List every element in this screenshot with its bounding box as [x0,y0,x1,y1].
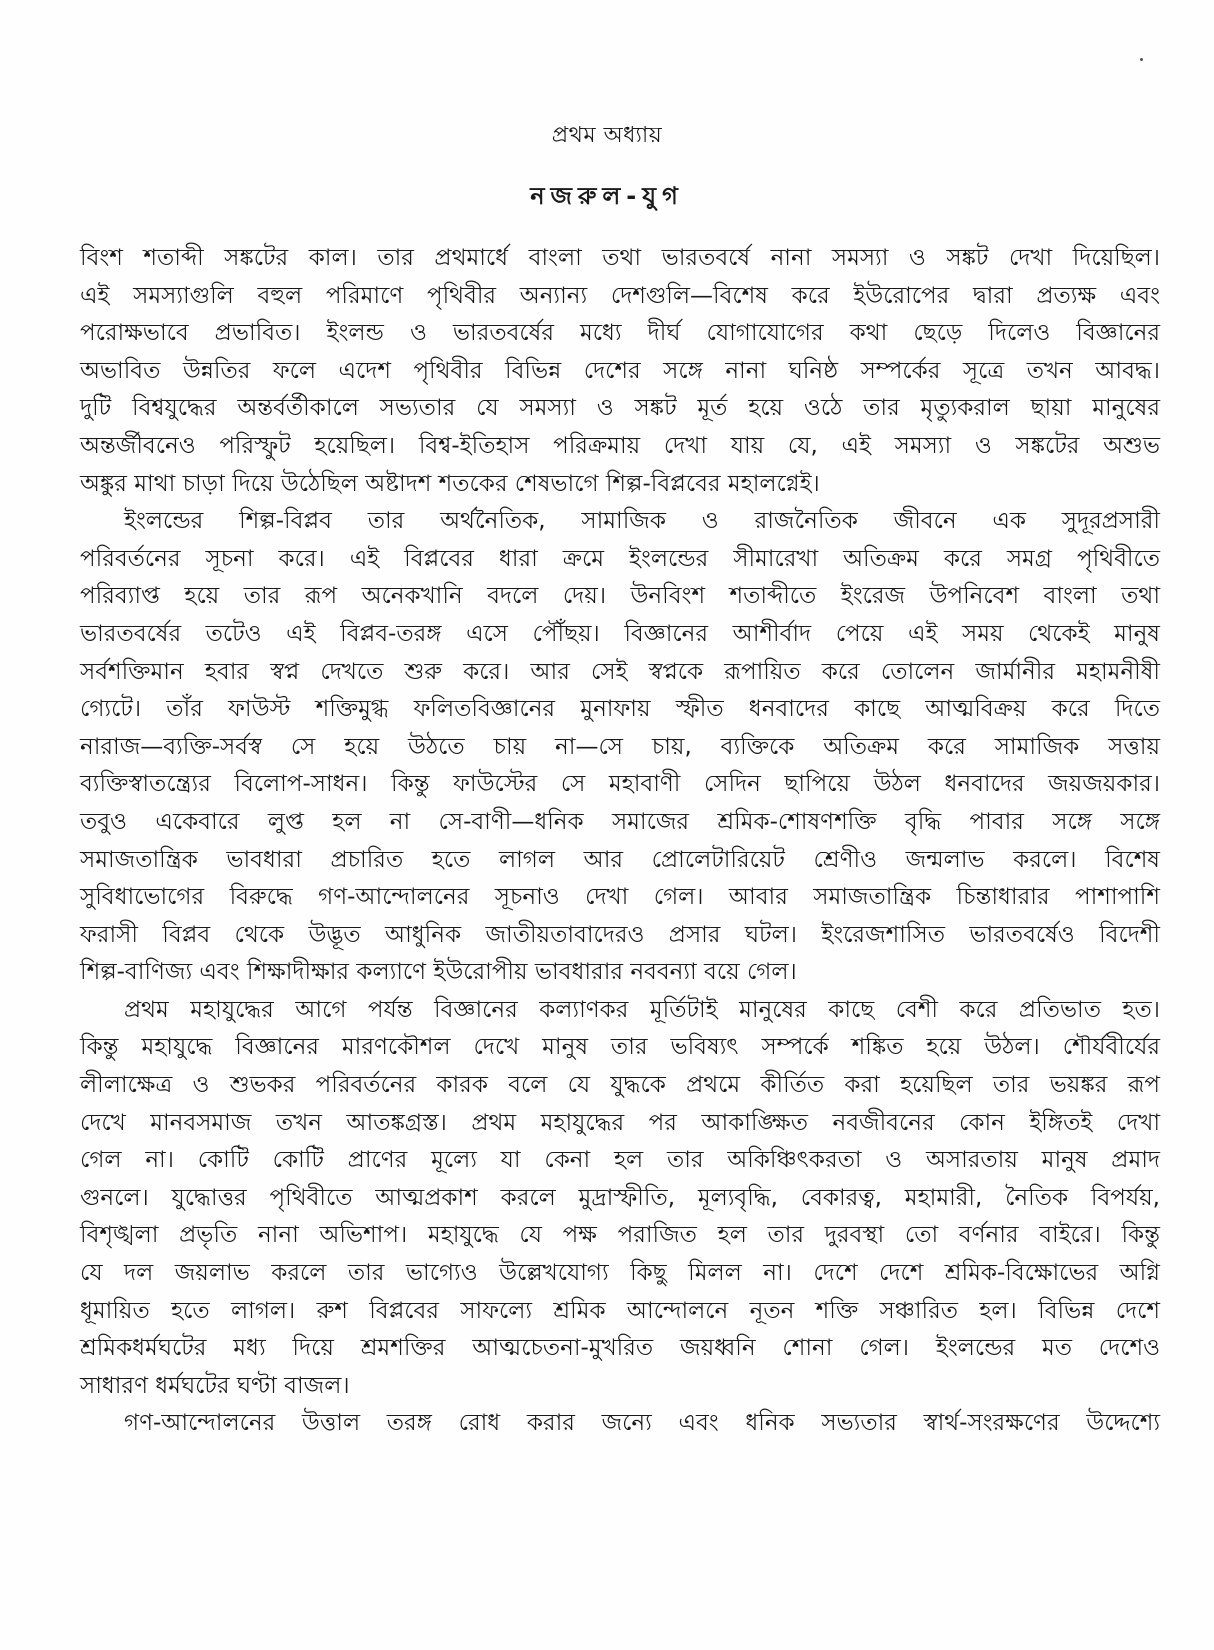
paragraph-1 [80,240,1160,503]
text-line: শ্রমিকধর্মঘটের মধ্য দিয়ে শ্রমশক্তির আত্মচেতনা-মুখরিত জয়ধ্বনি শোনা গেল। ইংলন্ডের মত দেশেও [80,1335,1160,1362]
text-line: ব্যক্তিস্বাতন্ত্র্যের বিলোপ-সাধন। কিন্তু ফাউস্টের সে মহাবাণী সেদিন ছাপিয়ে উঠল ধনবাদের জয়জয়কার। [80,771,1160,798]
text-line: গ্যেটে। তাঁর ফাউস্ট শক্তিমুগ্ধ ফলিতবিজ্ঞানের মুনাফায় স্ফীত ধনবাদের কাছে আত্মবিক্রয় করে দিতে [80,696,1160,723]
text-line: গুনলে। যুদ্ধোত্তর পৃথিবীতে আত্মপ্রকাশ করলে মুদ্রাস্ফীতি, মূল্যবৃদ্ধি, বেকারত্ব, মহামারী, নৈতিক বিপর্যয়, [80,1184,1160,1211]
chapter-title: নজরুল-যুগ [530,182,684,210]
text-line: বিংশ শতাব্দী সঙ্কটের কাল। তার প্রথমার্ধে বাংলা তথা ভারতবর্ষে নানা সমস্যা ও সঙ্কট দেখা দিয়েছিল। [80,245,1160,271]
paragraph-4 [80,1405,1160,1443]
text-line: পরিব্যাপ্ত হয়ে তার রূপ অনেকখানি বদলে দেয়। উনবিংশ শতাব্দীতে ইংরেজ উপনিবেশ বাংলা তথা [80,583,1160,610]
text-line: ফরাসী বিপ্লব থেকে উদ্ভূত আধুনিক জাতীয়তাবাদেরও প্রসার ঘটল। ইংরেজশাসিত ভারতবর্ষেও বিদেশী [80,921,1160,948]
text-line: সর্বশক্তিমান হবার স্বপ্ন দেখতে শুরু করে। আর সেই স্বপ্নকে রূপায়িত করে তোলেন জার্মানীর মহামনীষী [80,658,1160,685]
text-line: তবুও একেবারে লুপ্ত হল না সে-বাণী—ধনিক সমাজের শ্রমিক-শোষণশক্তি বৃদ্ধি পাবার সঙ্গে সঙ্গে [80,808,1160,835]
text-line: যে দল জয়লাভ করলে তার ভাগ্যেও উল্লেখযোগ্য কিছু মিলল না। দেশে দেশে শ্রমিক-বিক্ষোভের অগ্নি [80,1260,1160,1287]
text-line: পরিবর্তনের সূচনা করে। এই বিপ্লবের ধারা ক্রমে ইংলন্ডের সীমারেখা অতিক্রম করে সমগ্র পৃথিবীতে [80,545,1160,572]
text-line: ইংলন্ডের শিল্প-বিপ্লব তার অর্থনৈতিক, সামাজিক ও রাজনৈতিক জীবনে এক সুদূরপ্রসারী [124,508,1160,535]
text-line: পরোক্ষভাবে প্রভাবিত। ইংলন্ড ও ভারতবর্ষের মধ্যে দীর্ঘ যোগাযোগের কথা ছেড়ে দিলেও বিজ্ঞানের [80,320,1160,347]
text-line: বিশৃঙ্খলা প্রভৃতি নানা অভিশাপ। মহাযুদ্ধে যে পক্ষ পরাজিত হল তার দুরবস্থা তো বর্ণনার বাইরে। কিন্তু [80,1222,1160,1249]
text-line: এই সমস্যাগুলি বহুল পরিমাণে পৃথিবীর অন্যান্য দেশগুলি—বিশেষ করে ইউরোপের দ্বারা প্রত্যক্ষ এবং [80,282,1160,309]
paragraph-2 [80,503,1160,992]
text-line: অন্তর্জীবনেও পরিস্ফুট হয়েছিল। বিশ্ব-ইতিহাস পরিক্রমায় দেখা যায় যে, এই সমস্যা ও সঙ্কটের অশুভ [80,432,1160,459]
text-line: সুবিধাভোগের বিরুদ্ধে গণ-আন্দোলনের সূচনাও দেখা গেল। আবার সমাজতান্ত্রিক চিন্তাধারার পাশাপাশি [80,884,1160,911]
text-line: শিল্প-বাণিজ্য এবং শিক্ষাদীক্ষার কল্যাণে ইউরোপীয় ভাবধারার নববন্যা বয়ে গেল। [80,959,797,986]
text-line: দুটি বিশ্বযুদ্ধের অন্তর্বর্তীকালে সভ্যতার যে সমস্যা ও সঙ্কট মূর্ত হয়ে ওঠে তার মৃত্যুকরাল ছায়া মানুষের [80,395,1160,422]
text-line: নারাজ—ব্যক্তি-সর্বস্ব সে হয়ে উঠতে চায় না—সে চায়, ব্যক্তিকে অতিক্রম করে সামাজিক সত্তায় [80,733,1160,760]
text-line: ধূমায়িত হতে লাগল। রুশ বিপ্লবের সাফল্যে শ্রমিক আন্দোলনে নূতন শক্তি সঞ্চারিত হল। বিভিন্ন দেশে [80,1297,1160,1324]
text-line: গেল না। কোটি কোটি প্রাণের মূল্যে যা কেনা হল তার অকিঞ্চিৎকরতা ও অসারতায় মানুষ প্রমাদ [80,1147,1160,1174]
text-line: গণ-আন্দোলনের উত্তাল তরঙ্গ রোধ করার জন্যে এবং ধনিক সভ্যতার স্বার্থ-সংরক্ষণের উদ্দেশ্যে [124,1410,1160,1437]
text-line: অঙ্কুর মাথা চাড়া দিয়ে উঠেছিল অষ্টাদশ শতকের শেষভাগে শিল্প-বিপ্লবের মহালগ্নেই। [80,470,820,497]
text-line: ভারতবর্ষের তটেও এই বিপ্লব-তরঙ্গ এসে পৌঁছয়। বিজ্ঞানের আশীর্বাদ পেয়ে এই সময় থেকেই মানুষ [80,620,1160,647]
text-line: কিন্তু মহাযুদ্ধে বিজ্ঞানের মারণকৌশল দেখে মানুষ তার ভবিষ্যৎ সম্পর্কে শঙ্কিত হয়ে উঠল। শৌর্যবীর্যের [80,1034,1160,1061]
paragraph-3 [80,992,1160,1406]
text-line: সাধারণ ধর্মঘটের ঘণ্টা বাজল। [80,1372,350,1399]
text-line: প্রথম মহাযুদ্ধের আগে পর্যন্ত বিজ্ঞানের কল্যাণকর মূর্তিটাই মানুষের কাছে বেশী করে প্রতিভাত হত। [124,996,1160,1023]
scan-speck [1140,58,1143,61]
text-line: লীলাক্ষেত্র ও শুভকর পরিবর্তনের কারক বলে যে যুদ্ধকে প্রথমে কীর্তিত করা হয়েছিল তার ভয়ঙ্কর রূপ [80,1072,1160,1099]
text-line: অভাবিত উন্নতির ফলে এদেশ পৃথিবীর বিভিন্ন দেশের সঙ্গে নানা ঘনিষ্ঠ সম্পর্কের সূত্রে তখন আবদ্ধ। [80,357,1160,384]
text-line: দেখে মানবসমাজ তখন আতঙ্কগ্রস্ত। প্রথম মহাযুদ্ধের পর আকাঙ্ক্ষিত নবজীবনের কোন ইঙ্গিতই দেখা [80,1109,1160,1136]
text-line: সমাজতান্ত্রিক ভাবধারা প্রচারিত হতে লাগল আর প্রোলেটারিয়েট শ্রেণীও জন্মলাভ করলে। বিশেষ [80,846,1160,873]
body-text [80,240,1160,1443]
chapter-label: প্রথম অধ্যায় [551,123,663,148]
